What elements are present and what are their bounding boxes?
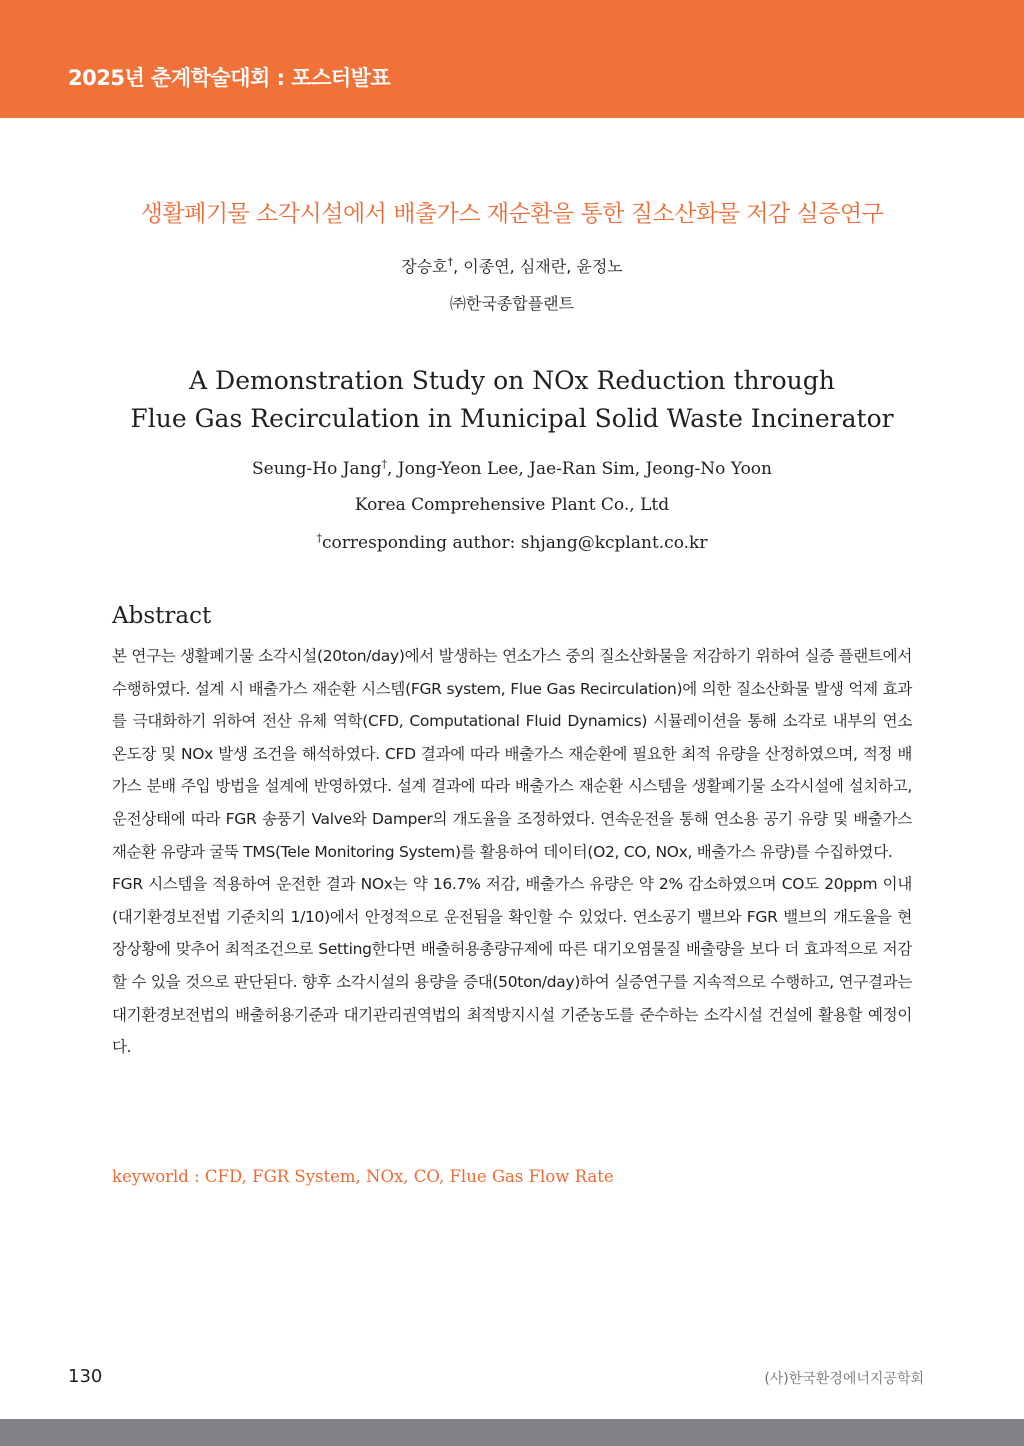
- korean-paper-title: 생활폐기물 소각시설에서 배출가스 재순환을 통한 질소산화물 저감 실증연구: [140, 201, 884, 227]
- english-title-line-1: A Demonstration Study on NOx Reduction through: [189, 366, 835, 395]
- conference-title: 2025년 춘계학술대회 : 포스터발표: [68, 66, 391, 90]
- page-number: 130: [68, 1366, 103, 1387]
- english-title-line-2: Flue Gas Recirculation in Municipal Solid Waste Incinerator: [130, 404, 894, 433]
- corresponding-email: corresponding author: shjang@kcplant.co.kr: [322, 533, 708, 553]
- english-coauthors: , Jong-Yeon Lee, Jae-Ran Sim, Jeong-No Yoon: [387, 459, 772, 479]
- korean-affiliation: ㈜한국종합플랜트: [449, 294, 575, 313]
- english-affiliation: Korea Comprehensive Plant Co., Ltd: [354, 495, 670, 515]
- abstract-paragraph-2: FGR 시스템을 적용하여 운전한 결과 NOx는 약 16.7% 저감, 배출가스 유량은 약 2% 감소하였으며 CO도 20ppm 이내(대기환경보전법 기준치의 1/10)에서 안정적으로 운전됨을 확인할 수 있었다. 연소공기 밸브와 FGR 밸브의 개도율을 현장상황에 맞추어 최적조건으로 Setting한다면 배출허용총량규제에 따른 대기오염물질 배출량을 보다 더 효과적으로 저감할 수 있을 것으로 판단된다. 향후 소각시설의 용량을 증대(50ton/day)하여 실증연구를 지속적으로 수행하고, 연구결과는 대기환경보전법의 배출허용기준과 대기관리권역법의 최적방지시설 기준농도를 준수하는 소각시설 건설에 활용할 예정이다.: [112, 875, 912, 1057]
- korean-authors: [0, 254, 1024, 277]
- abstract-heading: Abstract: [112, 603, 212, 629]
- society-name: (사)한국환경에너지공학회: [764, 1371, 924, 1387]
- corresponding-mark: †: [381, 457, 387, 471]
- abstract-paragraph-1: 본 연구는 생활폐기물 소각시설(20ton/day)에서 발생하는 연소가스 중의 질소산화물을 저감하기 위하여 실증 플랜트에서 수행하였다. 설계 시 배출가스 재순환 시스템(FGR system, Flue Gas Recirculation)에 의한 질소산화물 발생 억제 효과를 극대화하기 위하여 전산 유체 역학(CFD, Computational Fluid Dynamics) 시뮬레이션을 통해 소각로 내부의 연소 온도장 및 NOx 발생 조건을 해석하였다. CFD 결과에 따라 배출가스 재순환에 필요한 최적 유량을 산정하였으며, 적정 배가스 분배 주입 방법을 설계에 반영하였다. 설계 결과에 따라 배출가스 재순환 시스템을 생활폐기물 소각시설에 설치하고, 운전상태에 따라 FGR 송풍기 Valve와 Damper의 개도율을 조정하였다. 연속운전을 통해 연소용 공기 유량 및 배출가스 재순환 유량과 굴뚝 TMS(Tele Monitoring System)를 활용하여 데이터(O2, CO, NOx, 배출가스 유량)를 수집하였다.: [112, 647, 912, 861]
- corresponding-author: [0, 533, 1024, 553]
- english-authors: [0, 459, 1024, 479]
- english-paper-title: [0, 362, 1024, 438]
- korean-lead-author: 장승호: [401, 257, 448, 276]
- abstract-body: [112, 640, 912, 1064]
- korean-coauthors: , 이종연, 심재란, 윤정노: [453, 257, 623, 276]
- footer-band: [0, 1419, 1024, 1446]
- keywords: keyworld : CFD, FGR System, NOx, CO, Flue Gas Flow Rate: [112, 1167, 614, 1186]
- header-band: [0, 0, 1024, 118]
- english-lead-author: Seung-Ho Jang: [252, 459, 382, 479]
- corresponding-mark: †: [447, 255, 454, 269]
- corresponding-mark: †: [316, 531, 323, 545]
